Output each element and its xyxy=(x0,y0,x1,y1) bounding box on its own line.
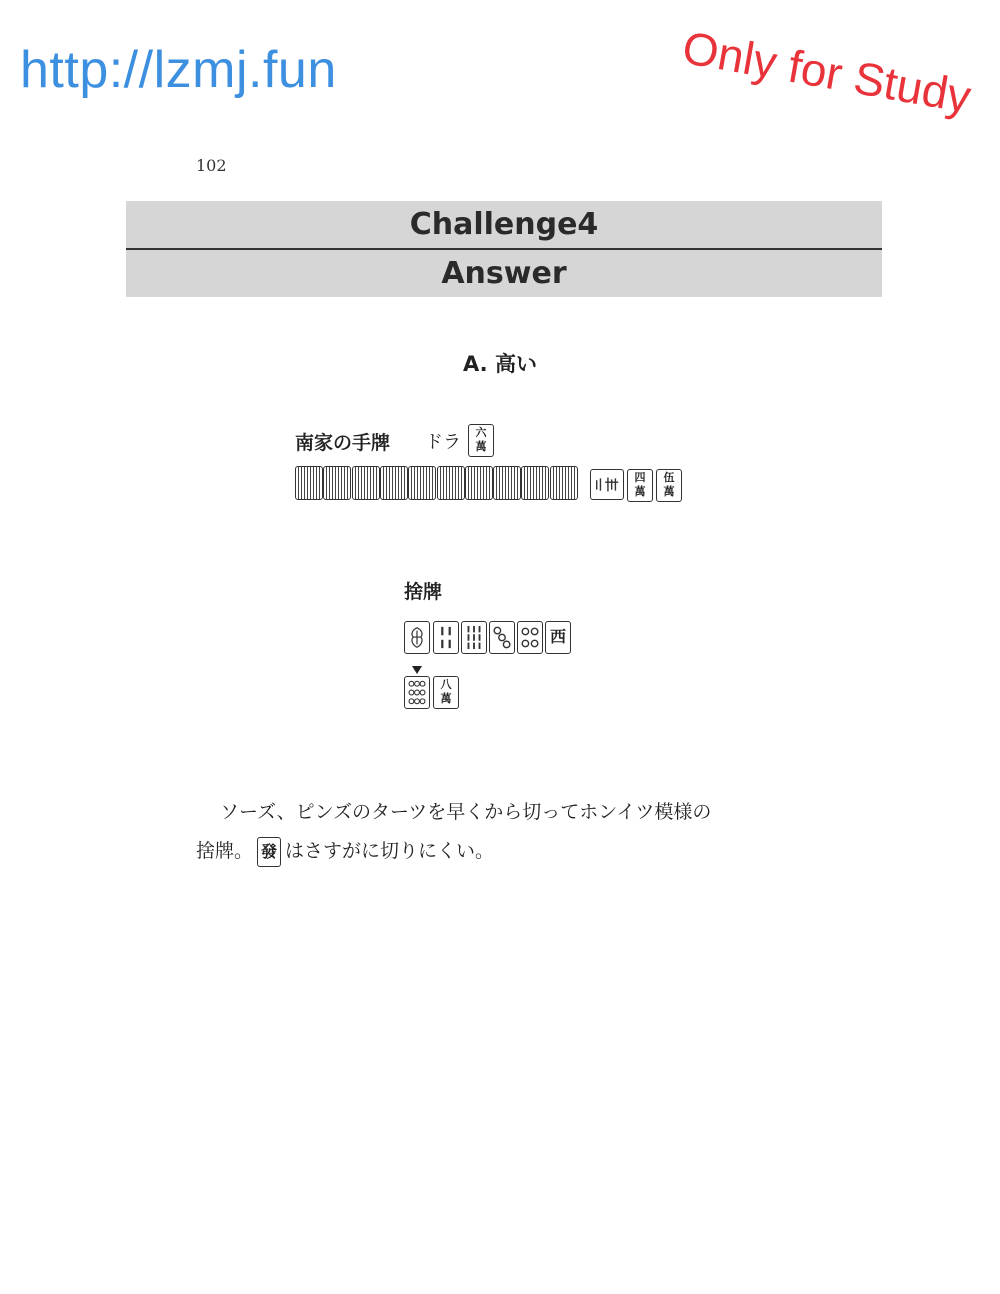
circle-icon xyxy=(405,677,429,708)
hidden-tile xyxy=(550,466,578,500)
circle-icon xyxy=(518,622,542,653)
hidden-tile xyxy=(493,466,521,500)
tile-number: 八 xyxy=(440,678,452,691)
bird-icon xyxy=(405,622,429,653)
hidden-tile xyxy=(437,466,465,500)
explanation-line1: ソーズ、ピンズのターツを早くから切ってホンイツ模様の xyxy=(220,801,712,823)
explanation-prefix: 捨牌。 xyxy=(196,840,254,862)
hand-label: 南家の手牌 xyxy=(295,432,391,454)
bamboo-icon xyxy=(434,622,458,653)
tile-honor: 西 xyxy=(549,627,566,646)
hatsu-tile: 發 xyxy=(257,837,281,867)
tile-suit: 萬 xyxy=(634,485,646,498)
dora-tile-suit: 萬 xyxy=(475,440,487,453)
hidden-tile xyxy=(380,466,408,500)
hidden-tile xyxy=(521,466,549,500)
circle-icon xyxy=(490,622,514,653)
tile-sou-9 xyxy=(461,621,487,654)
answer-text: A. 高い xyxy=(463,352,537,376)
challenge-title: Challenge4 xyxy=(126,201,882,250)
dora-tile xyxy=(468,424,494,457)
page-number: 102 xyxy=(196,156,227,175)
riichi-marker-icon xyxy=(412,666,422,674)
hidden-tile xyxy=(352,466,380,500)
tile-number: 伍 xyxy=(663,471,675,484)
tile-4-man xyxy=(627,469,653,502)
tile-pin-9 xyxy=(404,676,430,709)
watermark-study: Only for Study xyxy=(678,20,975,123)
hidden-tile xyxy=(295,466,323,500)
watermark-url: http://lzmj.fun xyxy=(20,41,337,99)
explanation-line2 xyxy=(196,832,816,870)
hidden-tile xyxy=(323,466,351,500)
tile-west xyxy=(545,621,571,654)
tile-sou-4 xyxy=(433,621,459,654)
tile-pin-4 xyxy=(517,621,543,654)
answer-heading: Answer xyxy=(126,250,882,297)
tile-sou-1 xyxy=(590,469,624,500)
tile-5-man xyxy=(656,469,682,502)
tile-number: 四 xyxy=(634,471,646,484)
hidden-tile xyxy=(408,466,436,500)
hidden-tile xyxy=(465,466,493,500)
tile-suit: 萬 xyxy=(440,692,452,705)
bamboo-icon xyxy=(591,470,623,499)
tile-pin-3 xyxy=(489,621,515,654)
dora-tile-number: 六 xyxy=(475,426,487,439)
explanation-suffix: はさすがに切りにくい。 xyxy=(285,840,495,862)
dora-label: ドラ xyxy=(425,432,461,453)
tile-sou-1-bird xyxy=(404,621,430,654)
discards-label: 捨牌 xyxy=(404,581,443,603)
tile-8-man xyxy=(433,676,459,709)
tile-suit: 萬 xyxy=(663,485,675,498)
bamboo-icon xyxy=(462,622,486,653)
